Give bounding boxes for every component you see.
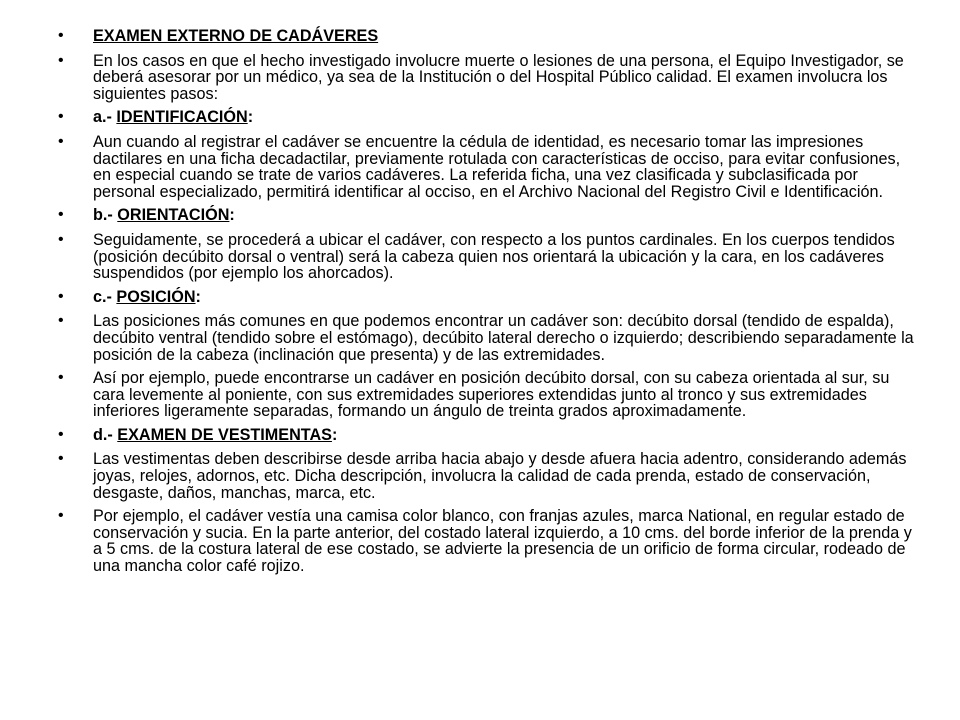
paragraph-vestimentas-example (58, 508, 916, 574)
section-prefix: c.- (93, 287, 117, 306)
bullet-icon: • (58, 450, 64, 468)
section-heading: POSICIÓN (116, 287, 196, 306)
document-title: EXAMEN EXTERNO DE CADÁVERES (93, 27, 379, 45)
bullet-icon: • (58, 230, 64, 248)
bullet-icon: • (58, 27, 64, 44)
paragraph-identificacion (58, 134, 916, 200)
bullet-list (58, 28, 916, 575)
paragraph-text: Las vestimentas deben describirse desde arriba hacia abajo y desde afuera hacia adentro, considerando además joyas, relojes, adornos, etc. Dicha descripción, involucra la calidad de cada prenda, estado de conservación, desgaste, daños, manchas, marca, etc. (93, 450, 907, 502)
paragraph-text: Así por ejemplo, puede encontrarse un cadáver en posición decúbito dorsal, con su cabeza orientada al sur, su cara levemente al poniente, con sus extremidades superiores extendidas junto al tronco y sus extremidades inferiores ligeramente separadas, formando un ángulo de treinta grados aproximadamente. (93, 369, 890, 421)
bullet-icon: • (58, 287, 64, 305)
section-colon: : (229, 206, 235, 225)
intro-text: En los casos en que el hecho investigado involucre muerte o lesiones de una persona, el Equipo Investigador, se deberá asesorar por un médico, ya sea de la Institución o del Hospital Público calidad. El examen involucra los siguientes pasos: (93, 51, 904, 103)
section-prefix: b.- (93, 206, 118, 225)
paragraph-text: Aun cuando al registrar el cadáver se encuentre la cédula de identidad, es necesario tomar las impresiones dactilares en una ficha decadactilar, previamente rotulada con características de occiso, para evitar confusiones, en especial cuando se trate de varios cadáveres. La referida ficha, una vez clasificada y subclasificada por personal especializado, permitirá identificar al occiso, en el Archivo Nacional del Registro Civil e Identificación. (93, 132, 901, 201)
section-prefix: a.- (93, 108, 117, 127)
paragraph-text: Seguidamente, se procederá a ubicar el cadáver, con respecto a los puntos cardinales. En los cuerpos tendidos (posición decúbito dorsal o ventral) será la cabeza quien nos orientará la ubicación y la cara, en los cadáveres suspendidos (por ejemplo los ahorcados). (93, 230, 895, 283)
section-heading: EXAMEN DE VESTIMENTAS (117, 425, 332, 444)
section-heading-identificacion (58, 109, 916, 126)
section-colon: : (195, 287, 201, 306)
bullet-icon: • (58, 108, 64, 126)
section-heading-vestimentas (58, 427, 916, 444)
bullet-icon: • (58, 312, 64, 330)
paragraph-posicion (58, 313, 916, 363)
section-heading: IDENTIFICACIÓN (116, 108, 248, 127)
bullet-icon: • (58, 51, 64, 69)
paragraph-text: Por ejemplo, el cadáver vestía una camisa color blanco, con franjas azules, marca National, en regular estado de conservación y sucia. En la parte anterior, del costado lateral izquierdo, a 10 cms. del borde inferior de la prenda y a 5 cms. de la costura lateral de ese costado, se advierte la presencia de un orificio de forma circular, rodeado de una mancha color café rojizo. (93, 507, 912, 576)
bullet-icon: • (58, 132, 64, 150)
bullet-icon: • (58, 425, 64, 443)
paragraph-posicion-example (58, 370, 916, 420)
paragraph-vestimentas (58, 451, 916, 501)
paragraph-orientacion (58, 232, 916, 282)
bullet-icon: • (58, 369, 64, 387)
intro-paragraph (58, 53, 916, 103)
bullet-icon: • (58, 507, 64, 525)
bullet-icon: • (58, 206, 64, 224)
paragraph-text: Las posiciones más comunes en que podemos encontrar un cadáver son: decúbito dorsal (tendido de espalda), decúbito ventral (tendido sobre el estómago), decúbito lateral derecho o izquierdo; describiendo separadamente la posición de la cabeza (inclinación que presenta) y de las extremidades. (93, 312, 914, 364)
section-heading-orientacion (58, 207, 916, 224)
section-colon: : (247, 108, 254, 127)
section-prefix: d.- (93, 425, 118, 444)
section-heading: ORIENTACIÓN (117, 206, 230, 225)
section-colon: : (331, 425, 338, 444)
title-item (58, 28, 916, 45)
section-heading-posicion (58, 289, 916, 306)
slide-content (58, 28, 916, 708)
